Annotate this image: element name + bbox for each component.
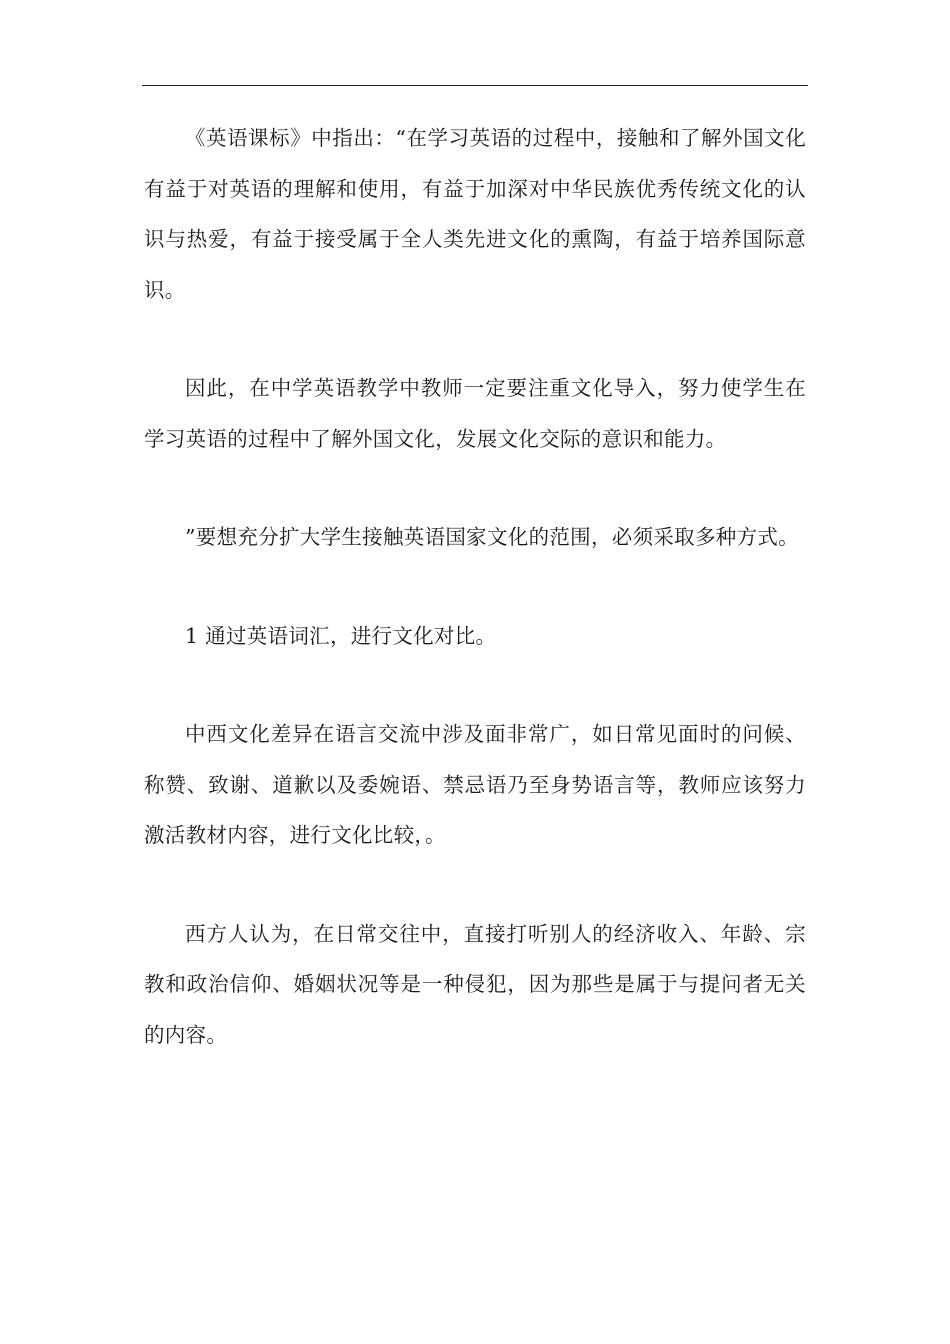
paragraph-cultural-differences: 中西文化差异在语言交流中涉及面非常广，如日常见面时的问候、称赞、致谢、道歉以及委婉语、禁忌语乃至身势语言等，教师应该努力激活教材内容，进行文化比较，。 bbox=[144, 722, 806, 847]
paragraph-culture-introduction: 因此，在中学英语教学中教师一定要注重文化导入，努力使学生在学习英语的过程中了解外国文化，发展文化交际的意识和能力。 bbox=[144, 376, 806, 451]
header-rule bbox=[142, 85, 808, 86]
section-heading-vocabulary: 1 通过英语词汇，进行文化对比。 bbox=[185, 623, 497, 648]
document-body bbox=[144, 113, 806, 1108]
paragraph-multiple-methods: ”要想充分扩大学生接触英语国家文化的范围，必须采取多种方式。 bbox=[185, 525, 799, 549]
paragraph-western-privacy: 西方人认为，在日常交往中，直接打听别人的经济收入、年龄、宗教和政治信仰、婚姻状况等是一种侵犯，因为那些是属于与提问者无关的内容。 bbox=[144, 921, 806, 1047]
paragraph-curriculum-quote: 《英语课标》中指出：“在学习英语的过程中，接触和了解外国文化有益于对英语的理解和使用，有益于加深对中华民族优秀传统文化的认识与热爱，有益于接受属于全人类先进文化的熏陶，有益于培养国际意识。 bbox=[144, 126, 806, 302]
